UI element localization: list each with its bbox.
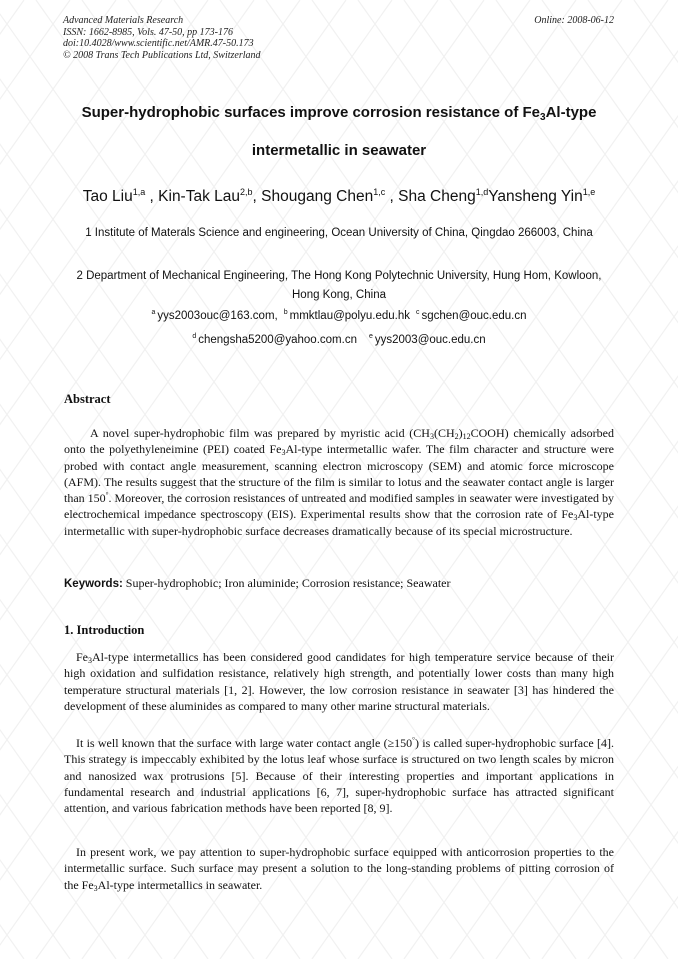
email-link[interactable]: yys2003ouc@163.com, [157, 310, 278, 322]
paper-title-line2: intermetallic in seawater [251, 142, 427, 159]
email-mark: d [192, 333, 197, 340]
online-date: Online: 2008-06-12 [534, 15, 614, 26]
author-name: Yansheng Yin [488, 188, 583, 205]
email-mark: a [151, 309, 156, 316]
introduction-heading: 1. Introduction [64, 623, 145, 637]
author-name: Kin-Tak Lau [158, 188, 241, 205]
abstract-text: A novel super-hydrophobic film was prepared by myristic acid $(CH_3(CH_2)_{12}COOH)$ chemically adsorbed onto the polyethyleneimine (PEI) coated $Fe_3Al$-type intermetallic wafer. The film character and structure were probed with contact angle measurement, scanning electron microscopy (SEM) and atomic force microscope (AFM). The results suggest that the structure of the film is similar to lotus and the seawater contact angle is larger than 150°. Moreover, the corrosion resistances of untreated and modified samples in seawater were investigated by electrochemical impedance spectroscopy (EIS). Experimental results show that the corrosion rate of $Fe_3Al$-type intermetallic with super-hydrophobic surface decreases dramatically because of its special microstructure. [64, 426, 614, 538]
journal-copyright: © 2008 Trans Tech Publications Ltd, Switzerland [63, 49, 261, 61]
affiliation-1: 1 Institute of Materals Science and engineering, Ocean University of China, Qingdao 266003, China [85, 227, 593, 239]
author-affiliation-mark: 1,a [132, 187, 146, 197]
keywords-text: Super-hydrophobic; Iron aluminide; Corrosion resistance; Seawater [122, 576, 451, 590]
intro-paragraph-3: In present work, we pay attention to super-hydrophobic surface equipped with anticorrosion properties to the intermetallic surface. Such surface may present a solution to the long-standing problems of pitting corrosion of the $Fe_3Al$-type intermetallics in seawater. [64, 845, 614, 893]
author-name: Sha Cheng [398, 188, 476, 205]
keywords-label: Keywords: [64, 578, 123, 590]
email-mark: e [368, 333, 373, 340]
author-affiliation-mark: 1,d [475, 187, 489, 197]
email-link[interactable]: mmktlau@polyu.edu.hk [289, 310, 410, 322]
email-line-2 [60, 334, 618, 346]
email-link[interactable]: yys2003@ouc.edu.cn [374, 334, 486, 346]
journal-name: Advanced Materials Research [63, 15, 184, 26]
author-affiliation-mark: 2,b [240, 187, 253, 197]
email-link[interactable]: chengsha5200@yahoo.com.cn [198, 334, 357, 346]
author-separator: , [252, 188, 262, 205]
email-mark: b [283, 309, 288, 316]
email-mark: c [415, 309, 420, 316]
paper-title-line1 [40, 104, 638, 121]
author-affiliation-mark: 1,e [582, 187, 596, 197]
title-subscript: 3 [540, 112, 546, 123]
journal-header [63, 15, 483, 61]
author-separator: , [385, 188, 399, 205]
abstract-heading: Abstract [64, 392, 111, 406]
intro-paragraph-2: It is well known that the surface with large water contact angle (≥150°) is called super-hydrophobic surface [4]. This strategy is impeccably exhibited by the lotus leaf whose surface is structured on two length scales by micron and nanosized wax protrusions [5]. Because of their interesting properties and important applications in fundamental research and industrial applications [6, 7], super-hydrophobic surface has attracted significant attention, and various fabrication methods have been reported [8, 9]. [64, 736, 614, 816]
title-text-b: Al-type [545, 104, 597, 121]
author-name: Shougang Chen [261, 188, 374, 205]
author-name: Tao Liu [82, 188, 133, 205]
intro-paragraph-1: $Fe_3Al$-type intermetallics has been considered good candidates for high temperature service because of their high oxidation and sulfidation resistance, relatively high strength, and potentially lower costs than many high temperature structural materials [1, 2]. However, the low corrosion resistance in seawater [3] has hindered the development of these aluminides as compared to many other marine structural materials. [64, 650, 614, 713]
author-separator: , [145, 188, 159, 205]
title-text-a: Super-hydrophobic surfaces improve corrosion resistance of Fe [81, 104, 541, 121]
author-list [40, 188, 638, 206]
keywords-line [64, 576, 614, 591]
author-affiliation-mark: 1,c [373, 187, 386, 197]
email-link[interactable]: sgchen@ouc.edu.cn [421, 310, 527, 322]
journal-doi[interactable]: doi:10.4028/www.scientific.net/AMR.47-50.173 [63, 38, 254, 49]
email-line-1 [60, 310, 618, 322]
affiliation-2: 2 Department of Mechanical Engineering, The Hong Kong Polytechnic University, Hung Hom, Kowloon, Hong Kong, China [76, 270, 602, 301]
journal-issn: ISSN: 1662-8985, Vols. 47-50, pp 173-176 [63, 26, 233, 38]
